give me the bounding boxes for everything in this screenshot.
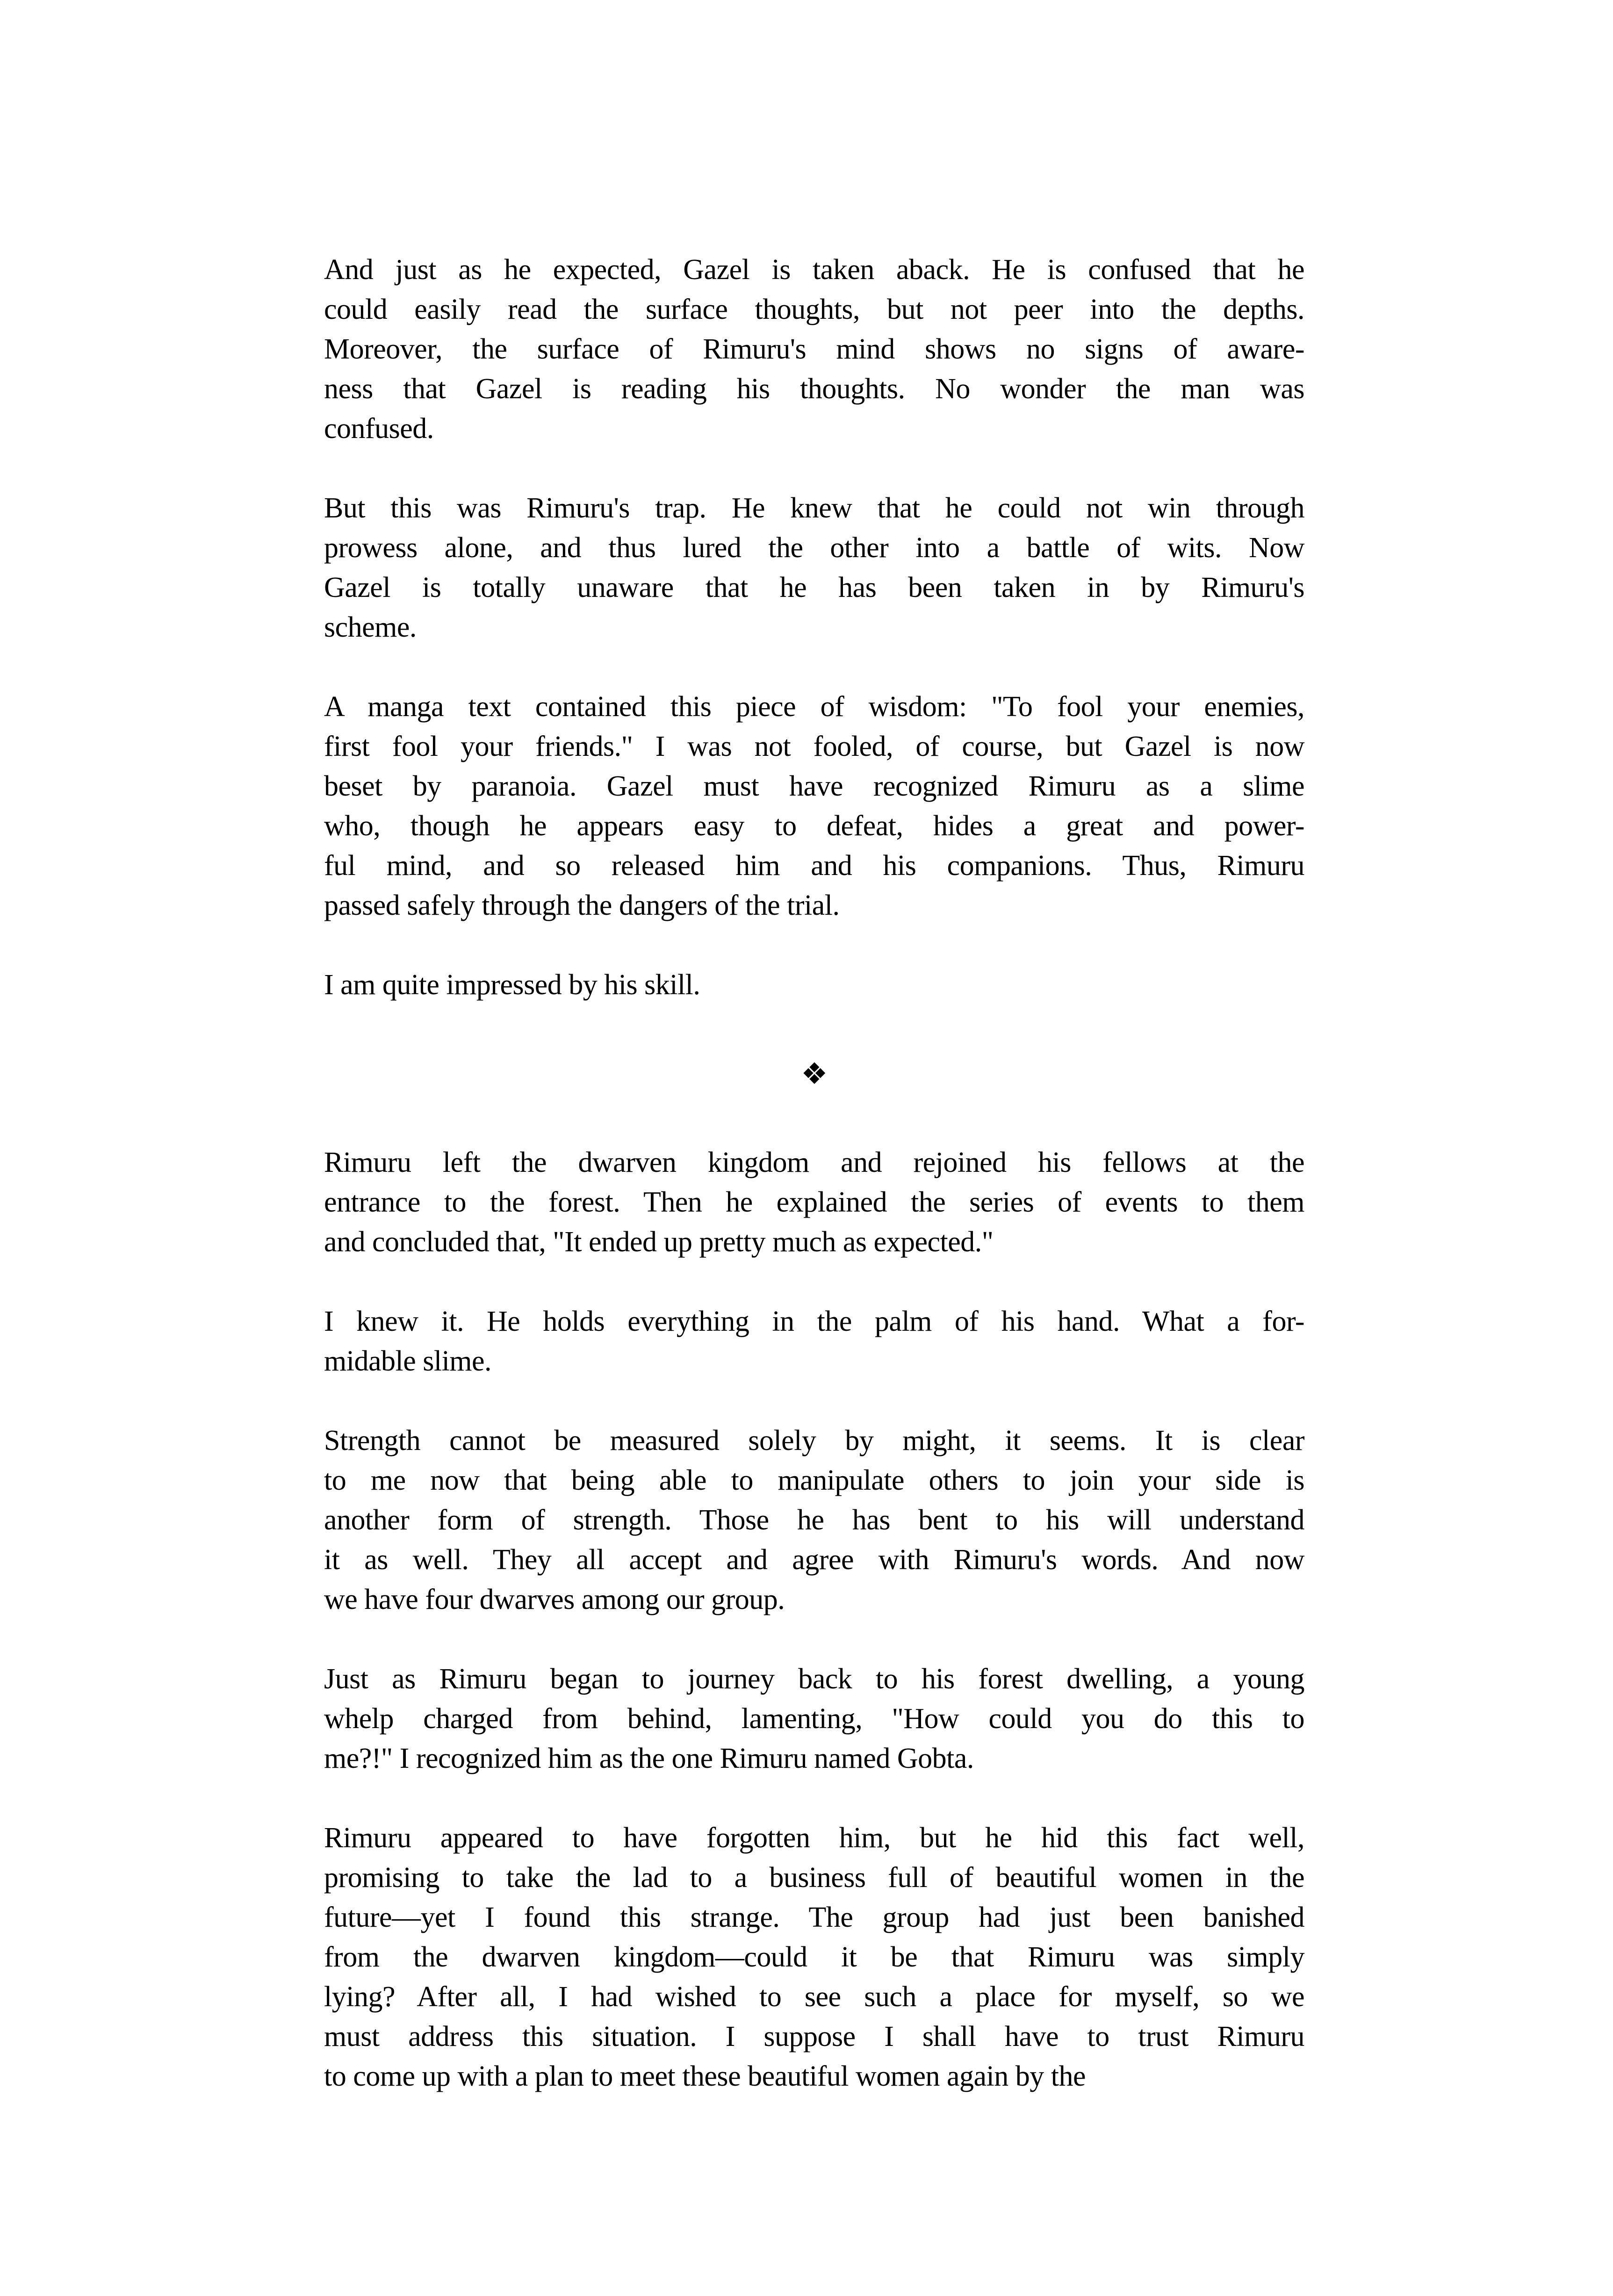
text-line: ness that Gazel is reading his thoughts. No wonder the man was bbox=[324, 373, 1304, 405]
text-line: whelp charged from behind, lamenting, "How could you do this to bbox=[324, 1703, 1304, 1735]
text-line: midable slime. bbox=[324, 1345, 492, 1377]
text-line: But this was Rimuru's trap. He knew that he could not win through bbox=[324, 492, 1304, 524]
text-line: scheme. bbox=[324, 611, 417, 643]
text-line: it as well. They all accept and agree with Rimuru's words. And now bbox=[324, 1544, 1304, 1576]
paragraph bbox=[324, 488, 1304, 647]
paragraph bbox=[324, 1421, 1304, 1620]
text-line: Rimuru left the dwarven kingdom and rejoined his fellows at the bbox=[324, 1147, 1304, 1178]
text-line: another form of strength. Those he has bent to his will understand bbox=[324, 1504, 1304, 1536]
text-line: to come up with a plan to meet these beautiful women again by the bbox=[324, 2060, 1086, 2092]
text-line: Just as Rimuru began to journey back to his forest dwelling, a young bbox=[324, 1663, 1304, 1695]
text-line: and concluded that, "It ended up pretty much as expected." bbox=[324, 1226, 994, 1258]
paragraph bbox=[324, 965, 1304, 1005]
paragraph bbox=[324, 1143, 1304, 1262]
text-line: entrance to the forest. Then he explained the series of events to them bbox=[324, 1186, 1304, 1218]
diamond-divider-icon: ❖ bbox=[801, 1057, 828, 1091]
paragraph bbox=[324, 1818, 1304, 2096]
text-line: future—yet I found this strange. The group had just been banished bbox=[324, 1901, 1304, 1933]
text-line: prowess alone, and thus lured the other into a battle of wits. Now bbox=[324, 532, 1304, 564]
section-divider bbox=[324, 1054, 1304, 1094]
text-line: beset by paranoia. Gazel must have recognized Rimuru as a slime bbox=[324, 770, 1304, 802]
text-line: ful mind, and so released him and his companions. Thus, Rimuru bbox=[324, 850, 1304, 882]
paragraph bbox=[324, 250, 1304, 449]
text-line: from the dwarven kingdom—could it be that Rimuru was simply bbox=[324, 1941, 1304, 1973]
text-line: Moreover, the surface of Rimuru's mind shows no signs of aware- bbox=[324, 333, 1304, 365]
text-line: I knew it. He holds everything in the palm of his hand. What a for- bbox=[324, 1306, 1304, 1337]
text-line: confused. bbox=[324, 413, 434, 445]
text-line: lying? After all, I had wished to see such a place for myself, so we bbox=[324, 1981, 1304, 2013]
text-line: Rimuru appeared to have forgotten him, but he hid this fact well, bbox=[324, 1822, 1304, 1854]
text-line: promising to take the lad to a business full of beautiful women in the bbox=[324, 1862, 1304, 1894]
text-line: we have four dwarves among our group. bbox=[324, 1584, 785, 1615]
paragraph bbox=[324, 1302, 1304, 1381]
text-line: could easily read the surface thoughts, but not peer into the depths. bbox=[324, 294, 1304, 325]
text-line: And just as he expected, Gazel is taken aback. He is confused that he bbox=[324, 254, 1304, 286]
paragraph bbox=[324, 687, 1304, 926]
text-line: Strength cannot be measured solely by might, it seems. It is clear bbox=[324, 1425, 1304, 1457]
text-line: who, though he appears easy to defeat, hides a great and power- bbox=[324, 810, 1304, 842]
paragraph bbox=[324, 1659, 1304, 1779]
text-line: I am quite impressed by his skill. bbox=[324, 969, 700, 1001]
text-line: Gazel is totally unaware that he has been taken in by Rimuru's bbox=[324, 572, 1304, 603]
text-line: first fool your friends." I was not fooled, of course, but Gazel is now bbox=[324, 731, 1304, 762]
text-line: to me now that being able to manipulate others to join your side is bbox=[324, 1464, 1304, 1496]
text-line: A manga text contained this piece of wisdom: "To fool your enemies, bbox=[324, 691, 1304, 723]
page-content bbox=[324, 250, 1304, 2096]
text-line: passed safely through the dangers of the trial. bbox=[324, 890, 840, 921]
text-line: must address this situation. I suppose I shall have to trust Rimuru bbox=[324, 2021, 1304, 2052]
text-line: me?!" I recognized him as the one Rimuru named Gobta. bbox=[324, 1743, 974, 1774]
